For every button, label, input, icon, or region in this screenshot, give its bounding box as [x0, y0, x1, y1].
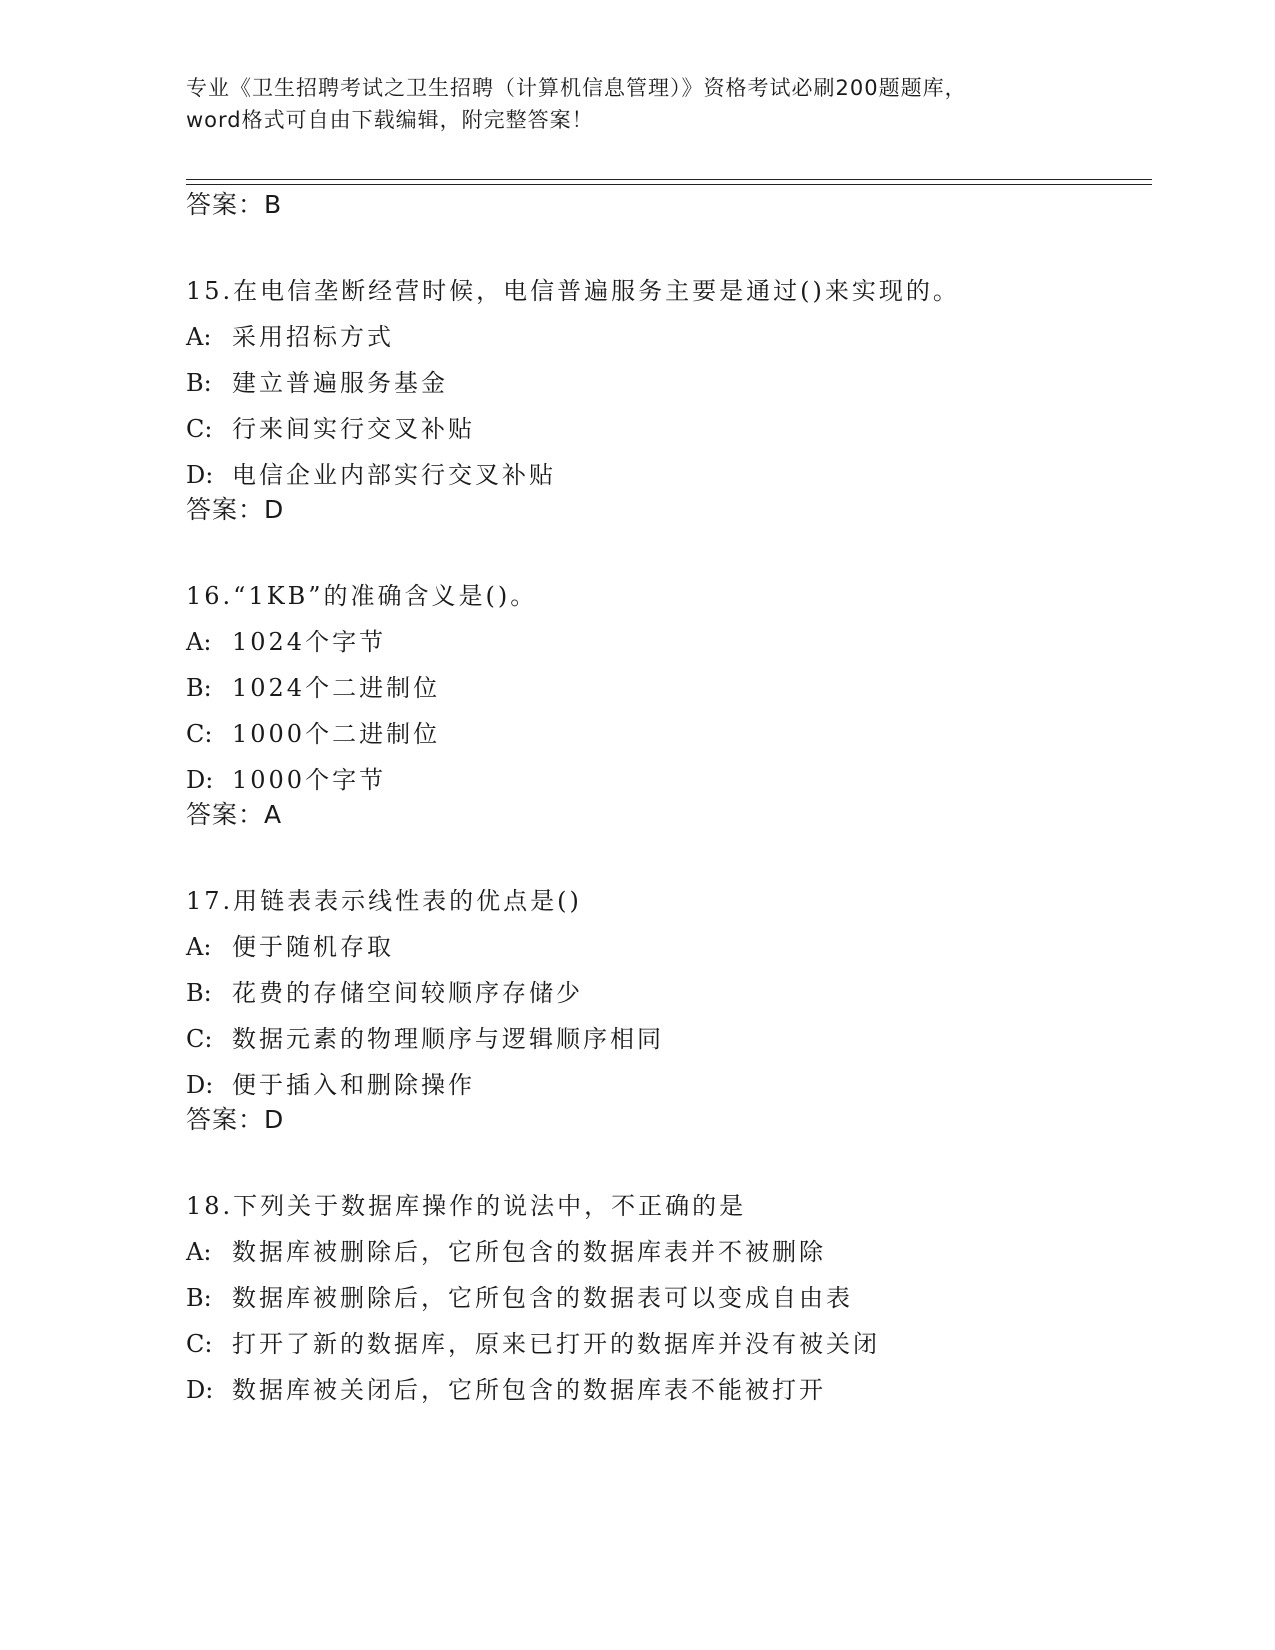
option-a — [186, 314, 960, 360]
option-b — [186, 970, 664, 1016]
answer-value: A — [264, 800, 283, 829]
option-d — [186, 1367, 880, 1413]
option-key: B: — [186, 979, 212, 1007]
question-stem: 15.在电信垄断经营时候，电信普遍服务主要是通过()来实现的。 — [186, 277, 960, 305]
option-d — [186, 757, 537, 803]
option-b — [186, 1275, 880, 1321]
option-c — [186, 1016, 664, 1062]
option-key: A: — [186, 628, 212, 656]
header-title-line-1: 专业《卫生招聘考试之卫生招聘（计算机信息管理）》资格考试必刷200题题库， — [186, 76, 967, 100]
option-key: C: — [186, 720, 213, 748]
option-text: 数据元素的物理顺序与逻辑顺序相同 — [232, 1025, 664, 1053]
option-key: A: — [186, 323, 212, 351]
option-text: 打开了新的数据库，原来已打开的数据库并没有被关闭 — [232, 1330, 880, 1358]
option-text: 数据库被删除后，它所包含的数据表可以变成自由表 — [232, 1284, 853, 1312]
answer-value: D — [264, 495, 285, 524]
option-key: C: — [186, 1025, 213, 1053]
option-text: 建立普遍服务基金 — [232, 369, 448, 397]
answer-value: D — [264, 1105, 285, 1134]
option-key: C: — [186, 415, 213, 443]
option-a — [186, 924, 664, 970]
answer-label: 答案： — [186, 190, 265, 219]
option-text: 行来间实行交叉补贴 — [232, 415, 475, 443]
option-a — [186, 619, 537, 665]
option-c — [186, 711, 537, 757]
question-stem: 18.下列关于数据库操作的说法中，不正确的是 — [186, 1192, 747, 1220]
option-text: 采用招标方式 — [232, 323, 394, 351]
option-key: D: — [186, 1376, 214, 1404]
option-text: 1000个字节 — [232, 766, 387, 794]
option-a — [186, 1229, 880, 1275]
question-16 — [186, 573, 537, 803]
answer-label: 答案： — [186, 1105, 265, 1134]
option-text: 1000个二进制位 — [232, 720, 441, 748]
option-b — [186, 665, 537, 711]
option-key: B: — [186, 674, 212, 702]
question-18 — [186, 1183, 880, 1413]
answer-value: B — [264, 190, 283, 219]
option-text: 便于插入和删除操作 — [232, 1071, 475, 1099]
header-divider-second — [186, 184, 1152, 185]
option-text: 数据库被删除后，它所包含的数据库表并不被删除 — [232, 1238, 826, 1266]
option-b — [186, 360, 960, 406]
option-c — [186, 1321, 880, 1367]
option-key: B: — [186, 1284, 212, 1312]
question-stem: 16.“1KB”的准确含义是()。 — [186, 582, 538, 610]
answer-17 — [186, 1103, 284, 1137]
question-stem: 17.用链表表示线性表的优点是() — [186, 887, 582, 915]
option-text: 1024个二进制位 — [232, 674, 441, 702]
answer-previous — [186, 188, 282, 222]
answer-16 — [186, 798, 282, 832]
option-d — [186, 1062, 664, 1108]
answer-label: 答案： — [186, 495, 265, 524]
header-title-line-2: word格式可自由下载编辑，附完整答案！ — [186, 108, 594, 132]
option-key: D: — [186, 1071, 214, 1099]
option-d — [186, 452, 960, 498]
option-key: B: — [186, 369, 212, 397]
option-key: C: — [186, 1330, 213, 1358]
option-text: 电信企业内部实行交叉补贴 — [232, 461, 556, 489]
question-17 — [186, 878, 664, 1108]
option-key: D: — [186, 766, 214, 794]
option-text: 1024个字节 — [232, 628, 387, 656]
option-text: 便于随机存取 — [232, 933, 394, 961]
answer-label: 答案： — [186, 800, 265, 829]
header-divider — [186, 179, 1152, 180]
option-key: A: — [186, 1238, 212, 1266]
option-c — [186, 406, 960, 452]
answer-15 — [186, 493, 284, 527]
page-header — [186, 72, 1086, 136]
option-text: 数据库被关闭后，它所包含的数据库表不能被打开 — [232, 1376, 826, 1404]
option-text: 花费的存储空间较顺序存储少 — [232, 979, 583, 1007]
question-15 — [186, 268, 960, 498]
option-key: A: — [186, 933, 212, 961]
option-key: D: — [186, 461, 214, 489]
